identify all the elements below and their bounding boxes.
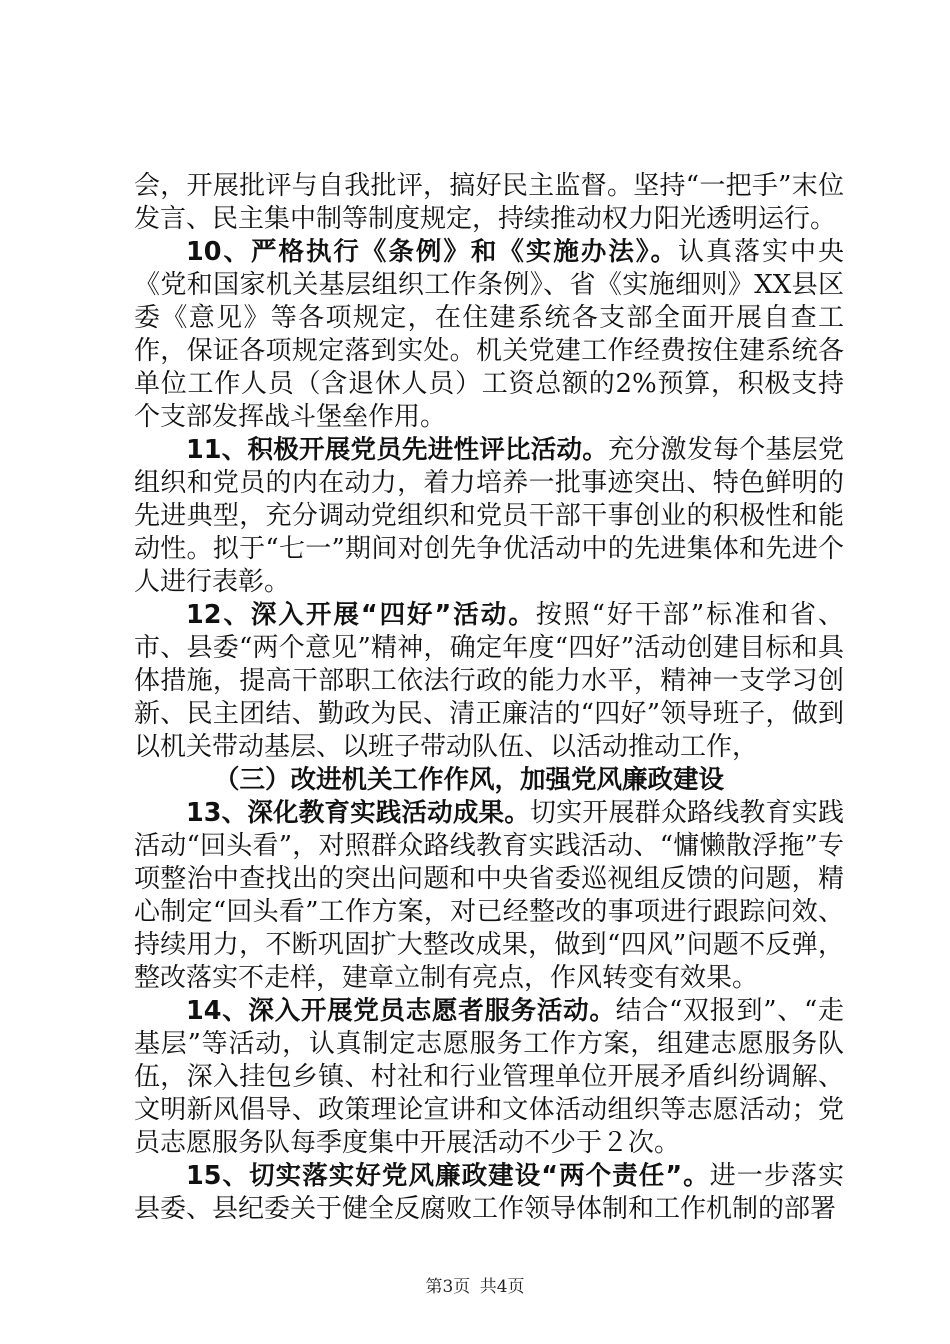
item-13-heading: 13、深化教育实践活动成果。 [186,798,530,828]
document-body [134,170,844,1226]
item-11-paragraph [134,434,844,599]
item-13-body: 切实开展群众路线教育实践活动“回头看”，对照群众路线教育实践活动、“慵懒散浮拖”专项整治中查找出的突出问题和中央省委巡视组反馈的问题，精心制定“回头看”工作方案，对已经整改的事项进行跟踪问效、持续用力，不断巩固扩大整改成果，做到“四风”问题不反弹，整改落实不走样，建章立制有亮点，作风转变有效果。 [134,798,844,993]
item-11-heading: 11、积极开展党员先进性评比活动。 [186,435,608,465]
item-11-body: 充分激发每个基层党组织和党员的内在动力，着力培养一批事迹突出、特色鲜明的先进典型，充分调动党组织和党员干部干事创业的积极性和能动性。拟于“七一”期间对创先争优活动中的先进集体和先进个人进行表彰。 [134,435,844,597]
item-10-heading: 10、严格执行《条例》和《实施办法》。 [186,237,679,267]
item-12-paragraph [134,599,844,764]
page-number: 第3页 [425,1277,471,1297]
item-15-paragraph [134,1160,844,1226]
section-heading: （三）改进机关工作作风，加强党风廉政建设 [214,765,725,795]
item-13-paragraph [134,797,844,995]
item-12-body: 按照“好干部”标准和省、市、县委“两个意见”精神，确定年度“四好”活动创建目标和具体措施，提高干部职工依法行政的能力水平，精神一支学习创新、民主团结、勤政为民、清正廉洁的“四好”领导班子，做到以机关带动基层、以班子带动队伍、以活动推动工作， [134,600,844,762]
page-footer [0,1272,950,1297]
item-10-body: 认真落实中央《党和国家机关基层组织工作条例》、省《实施细则》XX县区委《意见》等各项规定，在住建系统各支部全面开展自查工作，保证各项规定落到实处。机关党建工作经费按住建系统各单位工作人员（含退休人员）工资总额的2%预算，积极支持个支部发挥战斗堡垒作用。 [134,237,844,432]
item-14-paragraph [134,995,844,1160]
intro-paragraph [134,170,844,236]
page-total: 共4页 [479,1277,525,1297]
intro-text: 会，开展批评与自我批评，搞好民主监督。坚持“一把手”末位发言、民主集中制等制度规定，持续推动权力阳光透明运行。 [134,171,844,234]
item-15-heading: 15、切实落实好党风廉政建设“两个责任”。 [186,1161,710,1191]
item-10-paragraph [134,236,844,434]
item-14-body: 结合“双报到”、“走基层”等活动，认真制定志愿服务工作方案，组建志愿服务队伍，深入挂包乡镇、村社和行业管理单位开展矛盾纠纷调解、文明新风倡导、政策理论宣讲和文体活动组织等志愿活动；党员志愿服务队每季度集中开展活动不少于２次。 [134,996,844,1158]
item-12-heading: 12、深入开展“四好”活动。 [186,600,536,630]
item-15-body: 进一步落实县委、县纪委关于健全反腐败工作领导体制和工作机制的部署 [134,1161,844,1224]
item-14-heading: 14、深入开展党员志愿者服务活动。 [186,996,616,1026]
